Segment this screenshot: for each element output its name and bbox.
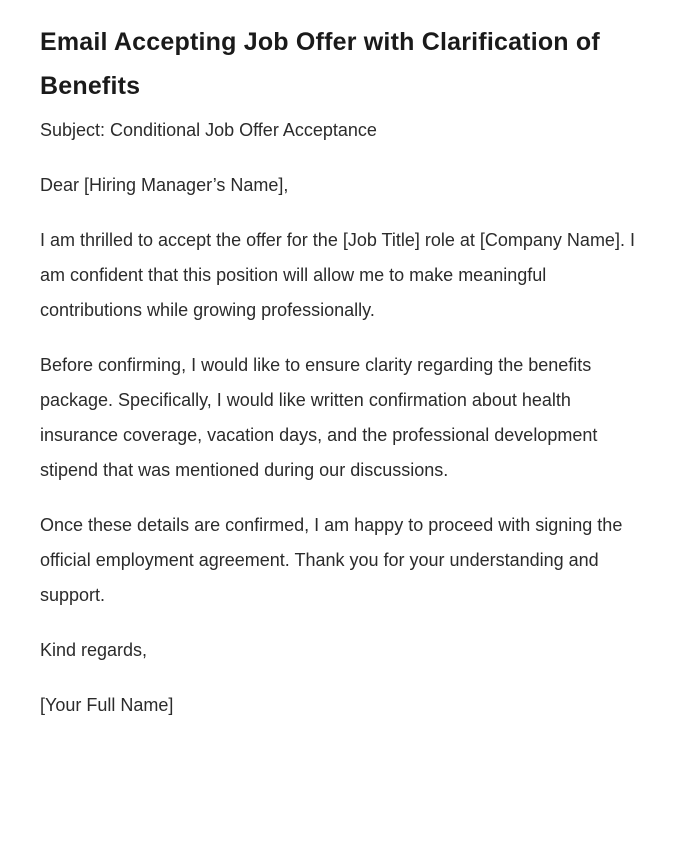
subject-line: Subject: Conditional Job Offer Acceptance bbox=[40, 120, 377, 140]
body-paragraph-1: I am thrilled to accept the offer for the [Job Title] role at [Company Name]. I am confident that this position will allow me to make meaningful contributions while growing professionally. bbox=[40, 230, 635, 320]
body-paragraph-3: Once these details are confirmed, I am happy to proceed with signing the official employment agreement. Thank you for your understanding and support. bbox=[40, 515, 623, 605]
body-paragraph-2: Before confirming, I would like to ensure clarity regarding the benefits package. Specifically, I would like written confirmation about health insurance coverage, vacation days, and the professional development stipend that was mentioned during our discussions. bbox=[40, 355, 598, 480]
salutation: Dear [Hiring Manager’s Name], bbox=[40, 175, 289, 195]
page-title: Email Accepting Job Offer with Clarification of Benefits bbox=[40, 28, 600, 100]
signature-placeholder: [Your Full Name] bbox=[40, 695, 174, 715]
closing-line: Kind regards, bbox=[40, 640, 148, 660]
document-content bbox=[40, 20, 642, 723]
